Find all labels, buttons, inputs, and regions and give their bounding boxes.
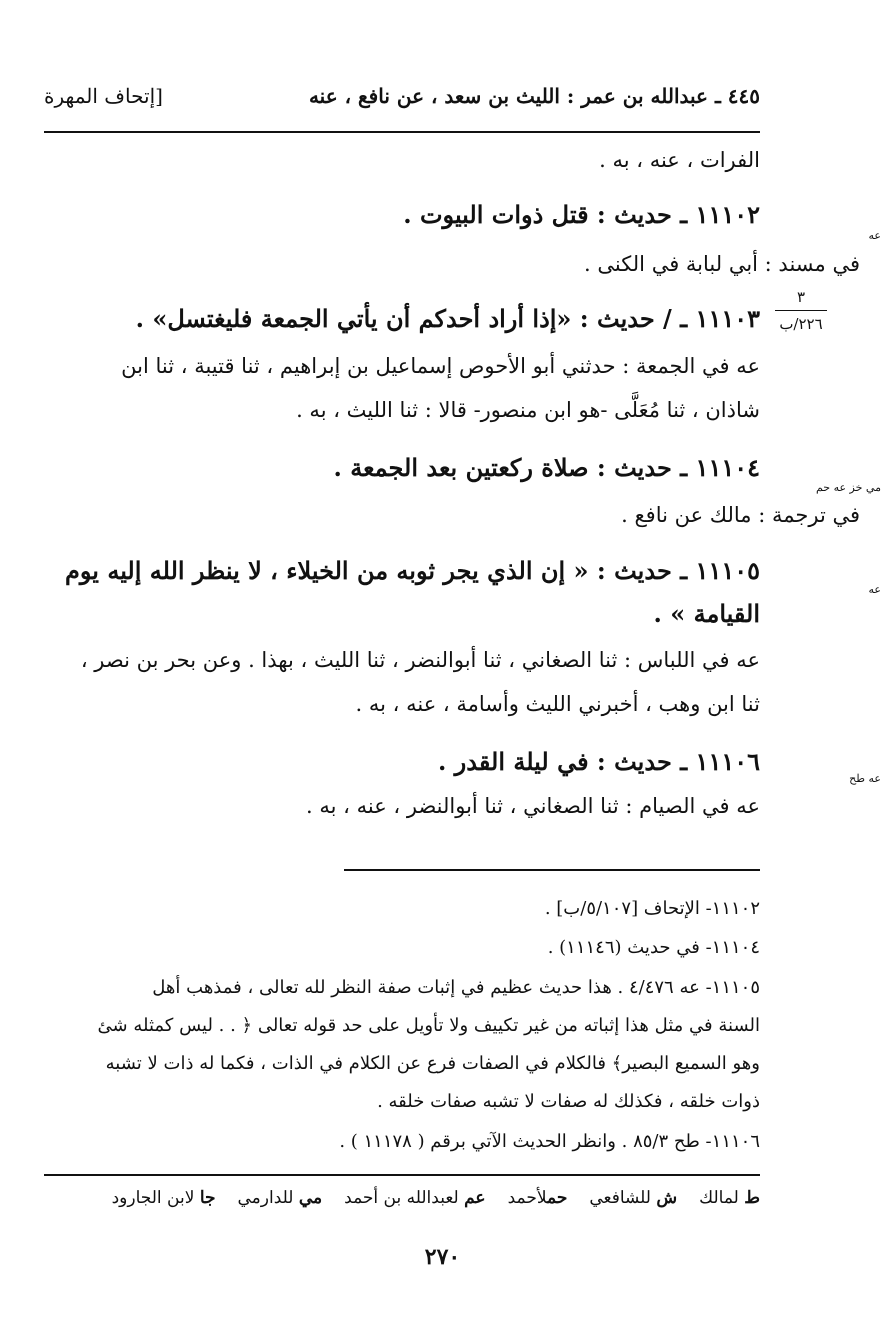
source-codes-11104: مي خز عه حم [815, 481, 881, 494]
running-head [44, 84, 760, 118]
margin-note-divider [775, 310, 827, 311]
abbreviation-darimi: مي للدارمي [237, 1188, 323, 1208]
abbreviation-ahmad: حملأحمد [507, 1188, 568, 1208]
header-rule [44, 131, 760, 133]
body-line-3: في مسند : أبي لبابة في الكنى . [584, 252, 860, 276]
body-line-12: ثنا ابن وهب ، أخبرني الليث وأسامة ، عنه ، به . [355, 692, 760, 716]
footnote-11104: ١١١٠٤- في حديث (١١١٤٦) . [547, 937, 760, 958]
body-line-5: عه في الجمعة : حدثني أبو الأحوص إسماعيل بن إبراهيم ، ثنا قتيبة ، ثنا ابن [121, 354, 760, 378]
source-codes-11102: عه [868, 229, 881, 242]
entry-heading-11102: ١١١٠٢ ـ حديث : قتل ذوات البيوت . [403, 200, 760, 229]
margin-note [775, 288, 827, 333]
footnote-11102: ١١١٠٢- الإتحاف [٥/١٠٧/ب] . [544, 898, 760, 919]
source-codes-11105: عه [868, 583, 881, 596]
body-line-11: عه في اللباس : ثنا الصغاني ، ثنا أبوالنضر ، ثنا الليث ، بهذا . وعن بحر بن نصر ، [80, 648, 760, 672]
running-head-book: [إتحاف المهرة [44, 84, 163, 108]
footnote-11105-line-1: ١١١٠٥- عه ٤/٤٧٦ . هذا حديث عظيم في إثبات صفة النظر لله تعالى ، فمذهب أهل [152, 977, 760, 998]
abbreviation-ibn-jarud: جا لابن الجارود [111, 1188, 216, 1208]
margin-note-number: ٣ [796, 288, 806, 306]
entry-heading-11103: ١١١٠٣ ـ / حديث : «إذا أراد أحدكم أن يأتي الجمعة فليغتسل» . [135, 304, 760, 333]
entry-heading-11105: ١١١٠٥ ـ حديث : « إن الذي يجر ثوبه من الخيلاء ، لا ينظر الله إليه يوم [65, 556, 760, 585]
footnote-11105-line-4: ذوات خلقه ، فكذلك له صفات لا تشبه صفات خلقه . [377, 1091, 760, 1112]
margin-note-ref: ٢٢٦/ب [779, 315, 823, 333]
abbreviation-abdullah: عم لعبدالله بن أحمد [344, 1188, 486, 1208]
body-line-6: شاذان ، ثنا مُعَلَّى -هو ابن منصور- قالا : ثنا الليث ، به . [296, 398, 760, 422]
footnote-11106: ١١١٠٦- طح ٨٥/٣ . وانظر الحديث الآتي برقم ( ١١١٧٨ ) . [339, 1131, 760, 1152]
abbreviations-rule [44, 1174, 760, 1176]
body-line-1: الفرات ، عنه ، به . [599, 148, 760, 172]
source-codes-11106: عه طح [849, 772, 881, 785]
footnote-11105-line-3: وهو السميع البصير﴾ فالكلام في الصفات فرع عن الكلام في الذات ، فكما له ذات لا تشبه [105, 1053, 760, 1074]
footnote-rule [344, 869, 760, 871]
body-line-14: عه في الصيام : ثنا الصغاني ، ثنا أبوالنضر ، عنه ، به . [306, 794, 760, 818]
body-line-8: في ترجمة : مالك عن نافع . [621, 503, 860, 527]
entry-heading-11106: ١١١٠٦ ـ حديث : في ليلة القدر . [437, 747, 760, 776]
abbreviations-key [112, 1188, 760, 1208]
body-line-10: القيامة » . [653, 599, 760, 628]
abbreviation-malik: ط لمالك [699, 1188, 760, 1208]
footnote-11105-line-2: السنة في مثل هذا إثباته من غير تكييف ولا تأويل على حد قوله تعالى ﴿ . . ليس كمثله شئ [97, 1015, 760, 1036]
running-head-title: ٤٤٥ ـ عبدالله بن عمر : الليث بن سعد ، عن نافع ، عنه [308, 84, 760, 108]
abbreviation-shafii: ش للشافعي [589, 1188, 678, 1208]
page-number: ٢٧٠ [424, 1244, 461, 1270]
entry-heading-11104: ١١١٠٤ ـ حديث : صلاة ركعتين بعد الجمعة . [333, 453, 760, 482]
